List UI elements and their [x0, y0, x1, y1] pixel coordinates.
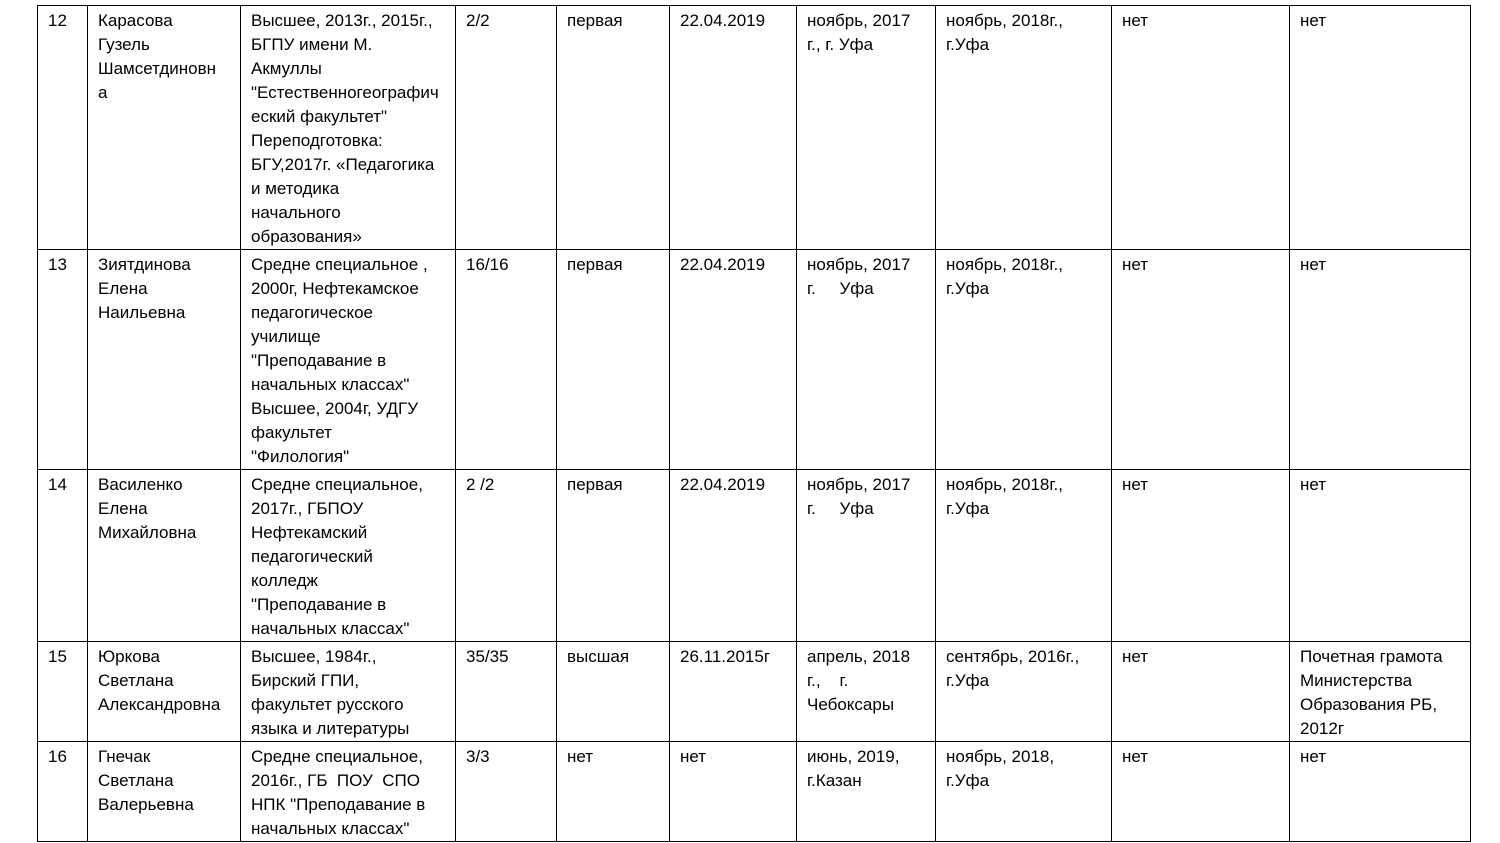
education: Средне специальное, 2017г., ГБПОУ Нефтекамский педагогический колледж "Преподавание в начальных классах" [241, 470, 456, 642]
qualification-category: нет [557, 742, 670, 842]
course-training-2: ноябрь, 2018г., г.Уфа [936, 6, 1112, 250]
column-9: нет [1112, 642, 1290, 742]
column-9: нет [1112, 742, 1290, 842]
column-9: нет [1112, 6, 1290, 250]
awards: нет [1290, 250, 1471, 470]
experience: 2/2 [456, 6, 557, 250]
course-training-2: сентябрь, 2016г., г.Уфа [936, 642, 1112, 742]
row-number: 14 [38, 470, 88, 642]
table-row [38, 470, 1471, 642]
experience: 16/16 [456, 250, 557, 470]
row-number: 16 [38, 742, 88, 842]
category-date: 22.04.2019 [670, 6, 797, 250]
awards: нет [1290, 470, 1471, 642]
full-name: Гнечак Светлана Валерьевна [88, 742, 241, 842]
full-name: Карасова Гузель Шамсетдиновн а [88, 6, 241, 250]
qualification-category: первая [557, 250, 670, 470]
table-row [38, 642, 1471, 742]
column-9: нет [1112, 470, 1290, 642]
course-training-2: ноябрь, 2018г., г.Уфа [936, 250, 1112, 470]
course-training-1: ноябрь, 2017 г. Уфа [797, 470, 936, 642]
course-training-1: ноябрь, 2017 г. Уфа [797, 250, 936, 470]
qualification-category: первая [557, 470, 670, 642]
table-row [38, 250, 1471, 470]
qualification-category: высшая [557, 642, 670, 742]
education: Высшее, 1984г., Бирский ГПИ, факультет русского языка и литературы [241, 642, 456, 742]
column-9: нет [1112, 250, 1290, 470]
category-date: 26.11.2015г [670, 642, 797, 742]
experience: 3/3 [456, 742, 557, 842]
row-number: 15 [38, 642, 88, 742]
course-training-1: июнь, 2019, г.Казан [797, 742, 936, 842]
course-training-1: апрель, 2018 г., г. Чебоксары [797, 642, 936, 742]
qualification-category: первая [557, 6, 670, 250]
row-number: 12 [38, 6, 88, 250]
education: Средне специальное, 2016г., ГБ ПОУ СПО НПК "Преподавание в начальных классах" [241, 742, 456, 842]
experience: 35/35 [456, 642, 557, 742]
full-name: Василенко Елена Михайловна [88, 470, 241, 642]
awards: нет [1290, 6, 1471, 250]
staff-table [37, 5, 1471, 842]
full-name: Зиятдинова Елена Наильевна [88, 250, 241, 470]
course-training-2: ноябрь, 2018, г.Уфа [936, 742, 1112, 842]
awards: нет [1290, 742, 1471, 842]
category-date: 22.04.2019 [670, 470, 797, 642]
table-row [38, 6, 1471, 250]
course-training-2: ноябрь, 2018г., г.Уфа [936, 470, 1112, 642]
awards: Почетная грамота Министерства Образования РБ, 2012г [1290, 642, 1471, 742]
row-number: 13 [38, 250, 88, 470]
course-training-1: ноябрь, 2017 г., г. Уфа [797, 6, 936, 250]
category-date: нет [670, 742, 797, 842]
category-date: 22.04.2019 [670, 250, 797, 470]
full-name: Юркова Светлана Александровна [88, 642, 241, 742]
education: Высшее, 2013г., 2015г., БГПУ имени М. Акмуллы "Естественногеографич еский факультет" Переподготовка: БГУ,2017г. «Педагогика и методика начального образования» [241, 6, 456, 250]
table-row [38, 742, 1471, 842]
experience: 2 /2 [456, 470, 557, 642]
education: Средне специальное , 2000г, Нефтекамское педагогическое училище "Преподавание в начальных классах" Высшее, 2004г, УДГУ факультет "Филология" [241, 250, 456, 470]
